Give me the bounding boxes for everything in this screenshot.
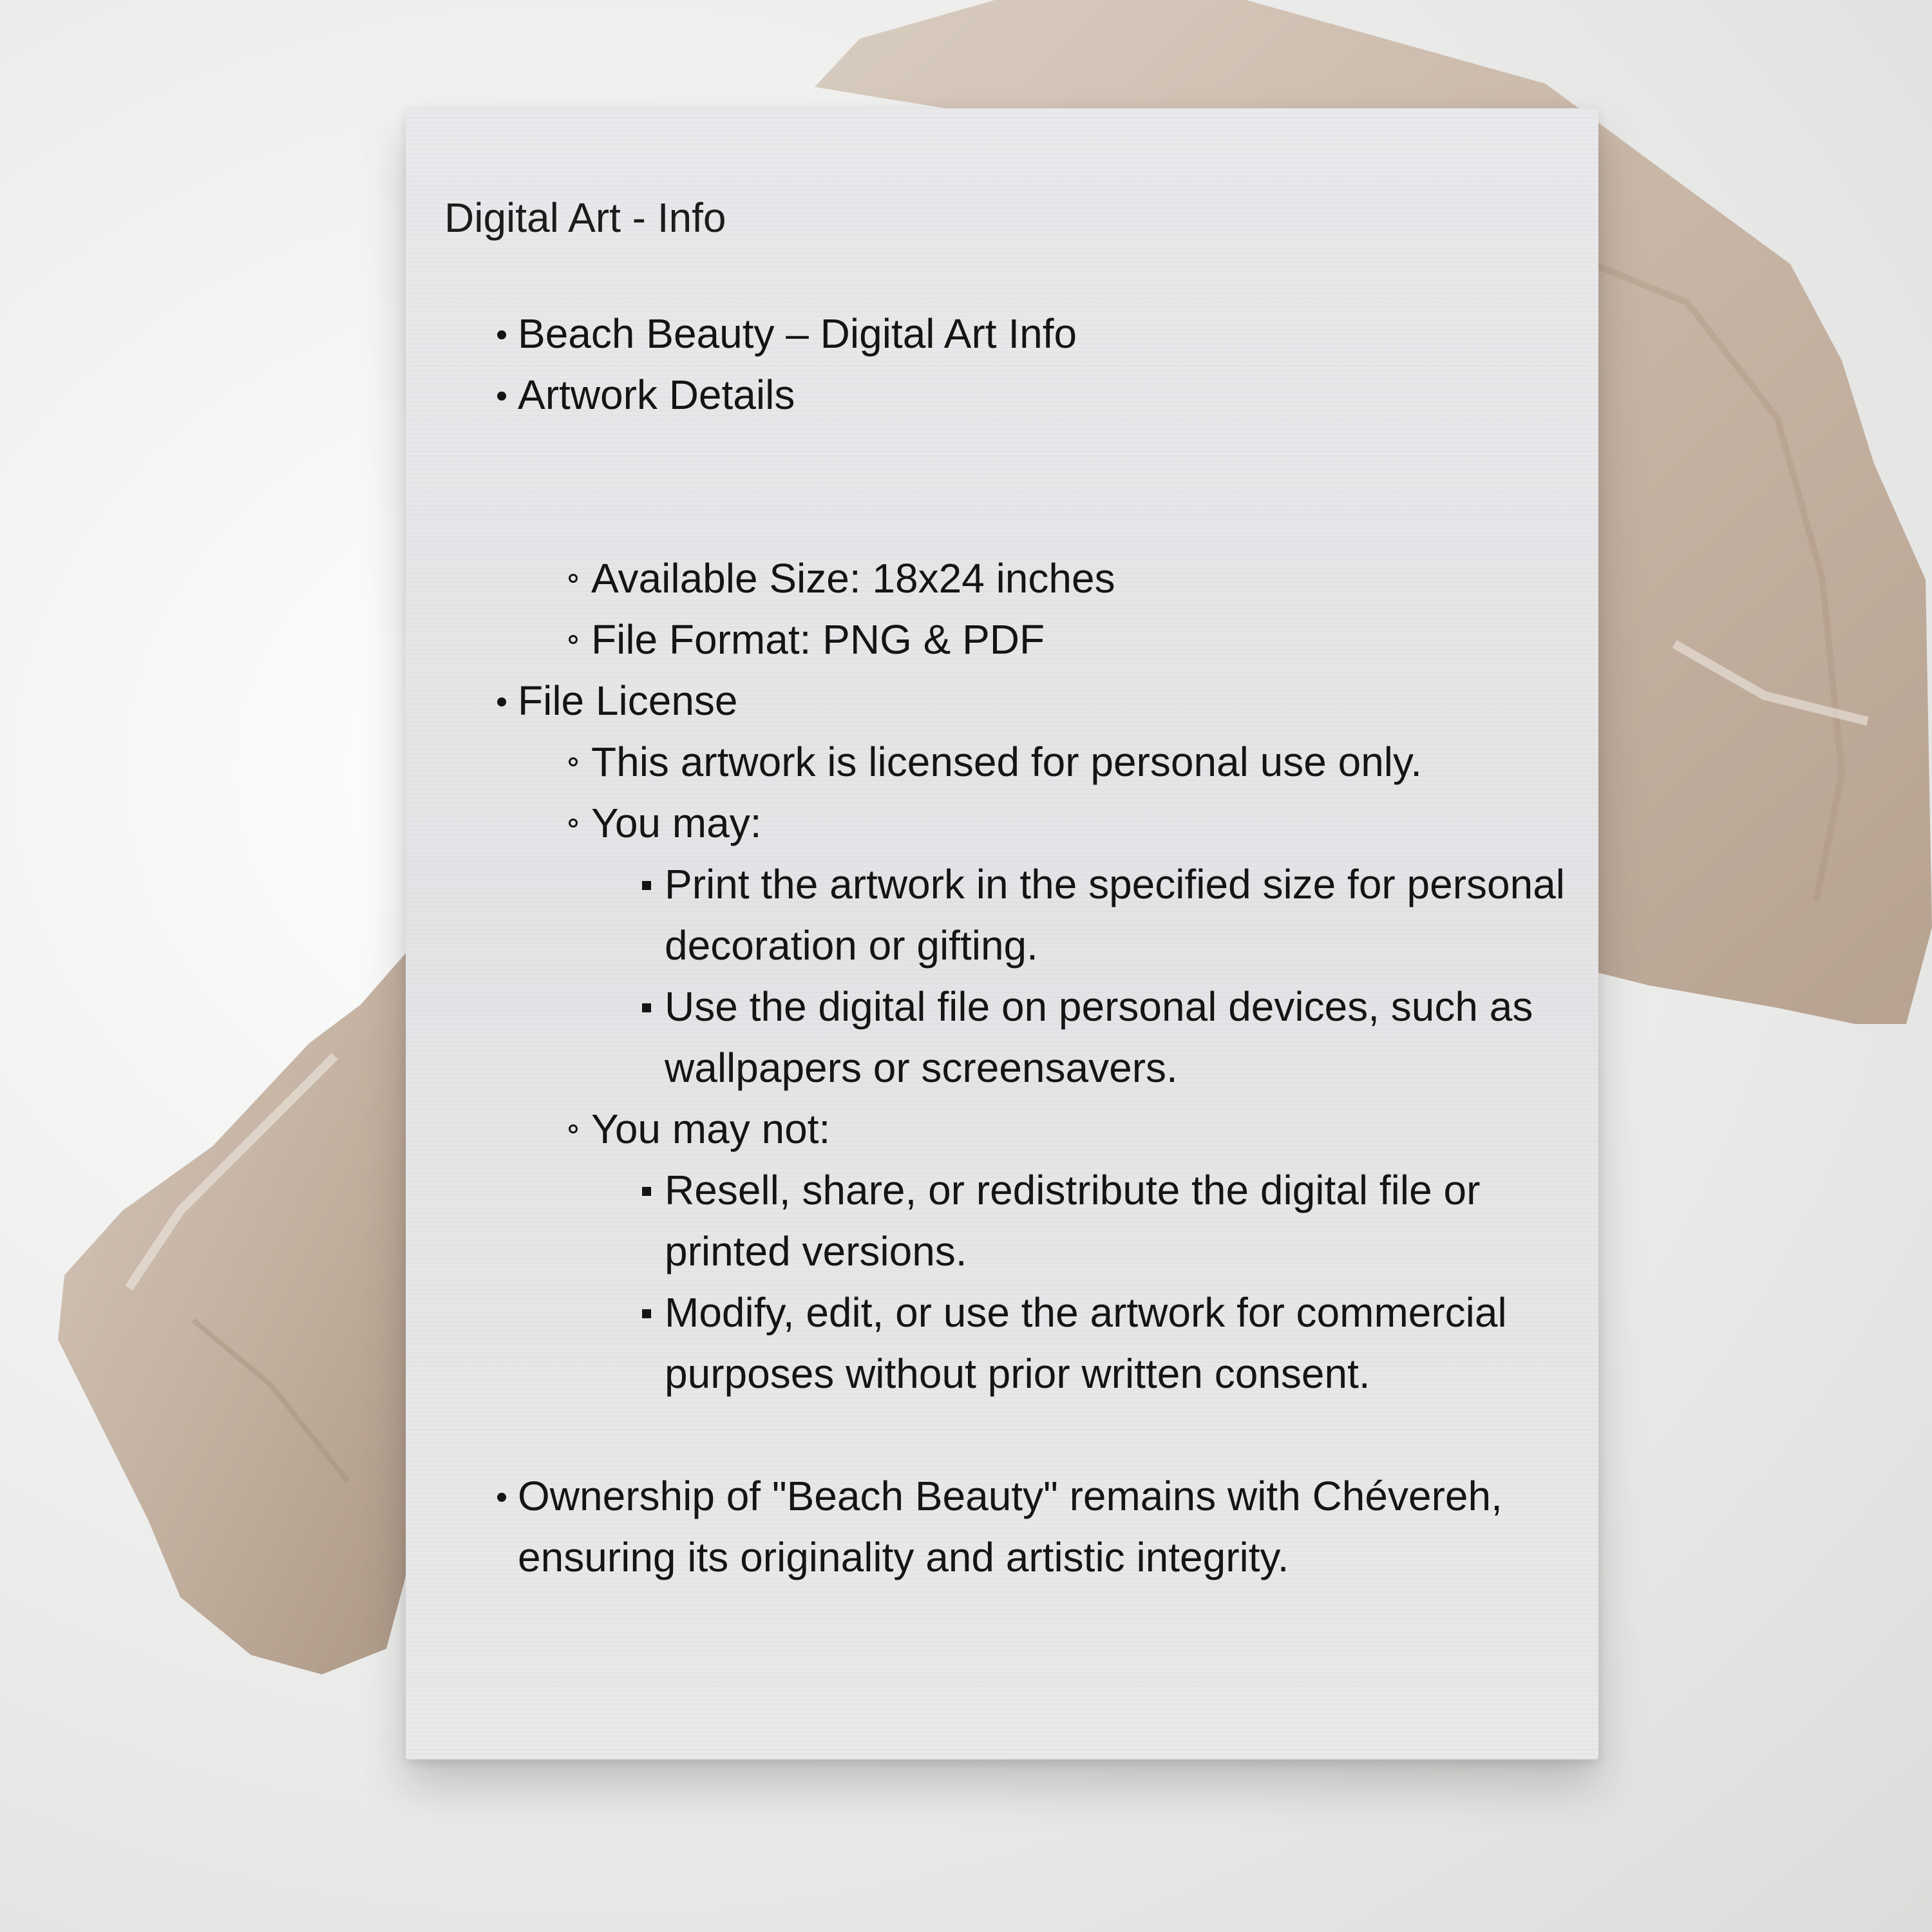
document-title: Digital Art - Info (444, 194, 726, 241)
disc-bullet-icon (497, 697, 506, 706)
square-bullet-icon (642, 1187, 651, 1196)
list-item (444, 548, 1578, 609)
license-terms-list (444, 732, 1578, 854)
you-may-not-heading: You may not: (591, 1106, 831, 1152)
artwork-details-list (444, 548, 1578, 670)
circle-bullet-icon (569, 757, 578, 766)
available-size: Available Size: 18x24 inches (591, 555, 1115, 601)
file-format: File Format: PNG & PDF (591, 616, 1045, 663)
square-bullet-icon (642, 881, 651, 890)
artwork-details-heading: Artwork Details (518, 372, 795, 418)
list-item (444, 732, 1578, 793)
disc-bullet-icon (497, 330, 506, 339)
paper-sheet (406, 108, 1598, 1759)
list-item (444, 1282, 1578, 1405)
list-item (444, 793, 1578, 854)
list-item (444, 303, 1578, 365)
ownership-statement: Ownership of "Beach Beauty" remains with Chévereh, ensuring its originality and artistic integrity. (518, 1473, 1502, 1580)
list-item (444, 1099, 1578, 1160)
list-item (444, 365, 1578, 426)
list-item (444, 670, 1578, 732)
disc-bullet-icon (497, 1493, 506, 1502)
square-bullet-icon (642, 1003, 651, 1012)
list-item (444, 1160, 1578, 1282)
list-item (444, 854, 1578, 976)
circle-bullet-icon (569, 1124, 578, 1133)
circle-bullet-icon (569, 574, 578, 583)
restriction-resell: Resell, share, or redistribute the digital file or printed versions. (665, 1167, 1481, 1274)
you-may-heading: You may: (591, 800, 762, 846)
permission-print: Print the artwork in the specified size for personal decoration or gifting. (665, 861, 1565, 969)
file-license-list (444, 670, 1578, 732)
list-item (444, 976, 1578, 1099)
you-may-not-list-heading (444, 1099, 1578, 1160)
rock-lower-left (58, 953, 412, 1674)
license-statement: This artwork is licensed for personal use only. (591, 739, 1423, 785)
file-license-heading: File License (518, 677, 738, 724)
list-item (444, 1466, 1578, 1588)
info-list (444, 303, 1578, 426)
circle-bullet-icon (569, 819, 578, 828)
restriction-modify: Modify, edit, or use the artwork for commercial purposes without prior written consent. (665, 1289, 1507, 1397)
you-may-not-list (444, 1160, 1578, 1405)
square-bullet-icon (642, 1309, 651, 1318)
list-item (444, 609, 1578, 670)
ownership-list (444, 1466, 1578, 1588)
disc-bullet-icon (497, 392, 506, 401)
circle-bullet-icon (569, 635, 578, 644)
permission-devices: Use the digital file on personal devices, such as wallpapers or screensavers. (665, 983, 1533, 1091)
you-may-list (444, 854, 1578, 1099)
item-title: Beach Beauty – Digital Art Info (518, 310, 1077, 357)
